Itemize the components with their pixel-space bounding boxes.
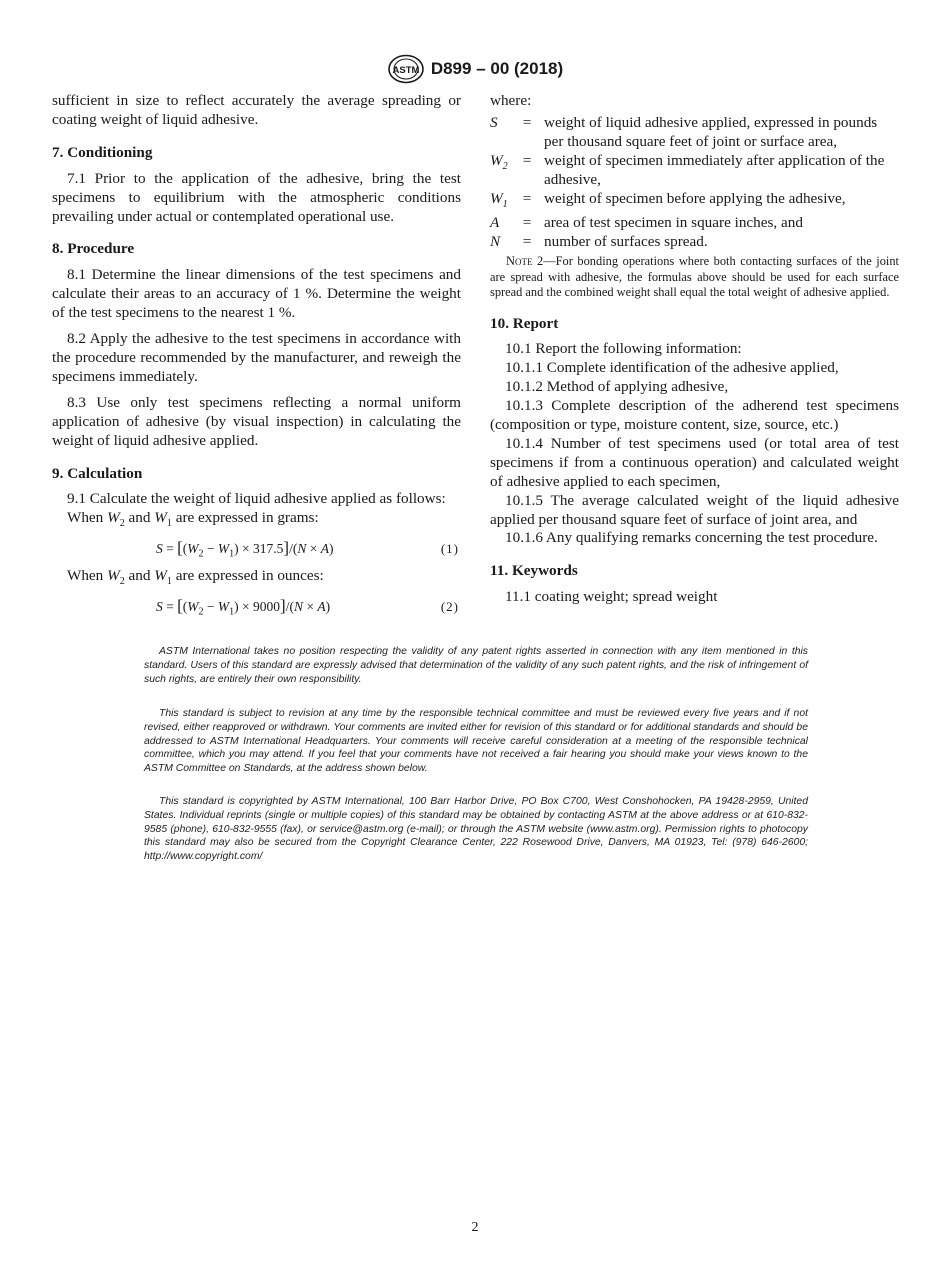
note-2 [490,254,899,300]
section-10-1-3: 10.1.3 Complete description of the adherend test specimens (composition or type, moisture content, size, source, etc.) [490,397,899,434]
equation-2-number: (2) [440,599,459,615]
definition-s: S = weight of liquid adhesive applied, expressed in pounds per thousand square feet of joint or surface area, [490,114,899,152]
logo-text: ASTM [392,65,420,76]
section-8-2: 8.2 Apply the adhesive to the test specimens in accordance with the procedure recommended by the manufacturer, and reweigh the specimens immediately. [52,330,461,385]
right-column [490,92,899,607]
when-ounces-suffix: are expressed in ounces: [175,567,324,585]
when-grams-suffix: are expressed in grams: [175,509,319,527]
definition-w1: $W_1$ = weight of specimen before applying the adhesive, [490,190,899,215]
left-column [52,92,461,625]
section-10-1: 10.1 Report the following information: [505,340,742,358]
section-11-heading: 11. Keywords [490,562,578,580]
definition-symbol: A [490,214,500,232]
section-10-heading: 10. Report [490,314,559,332]
where-label: where: [490,92,532,109]
standard-designation: D899 – 00 (2018) [430,59,564,78]
section-10-1-5: 10.1.5 The average calculated weight of the liquid adhesive applied per thousand square feet of surface of joint area, and [490,491,899,528]
patent-statement: ASTM International takes no position respecting the validity of any patent rights asserted in connection with any item mentioned in this standard. Users of this standard are expressly advised that determination of the validity of any such patent rights, and the risk of infringement of such rights, are entirely their own responsibility. [144,646,808,685]
equation-2-expression: $S = [(W_2 - W_1) \times 9000]/(N \times A)$ [156,596,331,618]
definition-symbol: N [490,233,501,251]
definition-text: weight of specimen before applying the adhesive, [544,189,846,207]
equation-1-number: (1) [440,541,459,557]
section-8-1: 8.1 Determine the linear dimensions of the test specimens and calculate their areas to an accuracy of 1 %. Determine the weight of the test specimens to the nearest 1 %. [52,266,461,322]
definition-symbol: $W_2$ [490,151,508,172]
definition-w2: $W_2$ = weight of specimen immediately after application of the adhesive, [490,152,899,190]
equation-1-expression: $S = [(W_2 - W_1) \times 317.5]/(N \times A)$ [156,538,334,560]
variable-definitions [490,114,899,252]
revision-statement: This standard is subject to revision at any time by the responsible technical committee and must be reviewed every five years and if not revised, either reapproved or withdrawn. Your comments are invited either for revision of this standard or for additional standards and should be addressed to ASTM International Headquarters. Your comments will receive careful consideration at a meeting of the responsible technical committee, which you may attend. If you feel that your comments have not received a fair hearing you should make your views known to the ASTM Committee on Standards, at the address shown below. [144,708,808,775]
section-10-1-2: 10.1.2 Method of applying adhesive, [505,378,729,396]
definition-text: weight of specimen immediately after application of the adhesive, [544,151,885,188]
definition-text: area of test specimen in square inches, and [544,214,803,232]
continued-paragraph: sufficient in size to reflect accurately the average spreading or coating weight of liquid adhesive. [52,92,461,128]
note-label: Note 2 [506,254,544,269]
when-grams-line: When $W_2$ and $W_1$ are expressed in grams: [67,509,319,530]
copyright-statement: This standard is copyrighted by ASTM International, 100 Barr Harbor Drive, PO Box C700, West Conshohocken, PA 19428-2959, United States. Individual reprints (single or multiple copies) of this standard may be obtained by contacting ASTM at the above address or at 610-832-9585 (phone), 610-832-9555 (fax), or service@astm.org (e-mail); or through the ASTM website (www.astm.org). Permission rights to photocopy this standard may also be secured from the Copyright Clearance Center, 222 Rosewood Drive, Danvers, MA 01923, Tel: (978) 646-2600; http://www.copyright.com/ [144,796,808,863]
page-number: 2 [471,1220,479,1235]
section-11-1: 11.1 coating weight; spread weight [505,588,718,606]
page-header [0,54,950,89]
definition-a: A = area of test specimen in square inches, and [490,214,899,233]
definition-symbol: $W_1$ [490,189,508,210]
section-10-1-6: 10.1.6 Any qualifying remarks concerning the test procedure. [505,529,878,547]
section-9-1: 9.1 Calculate the weight of liquid adhesive applied as follows: [67,490,446,508]
section-9-heading: 9. Calculation [52,464,143,482]
definition-text: number of surfaces spread. [544,233,708,251]
section-10-1-4: 10.1.4 Number of test specimens used (or total area of test specimens if from a continuous operation) and calculated weight of adhesive applied to each specimen, [490,434,899,490]
equation-1 [52,537,461,559]
definition-symbol: S [490,113,498,131]
equation-2-constant: 9000 [253,599,281,615]
section-10-1-1: 10.1.1 Complete identification of the adhesive applied, [505,359,839,377]
section-8-3: 8.3 Use only test specimens reflecting a normal uniform application of adhesive (by visual inspection) in calculating the weight of liquid adhesive applied. [52,393,461,449]
note-text: —For bonding operations where both contacting surfaces of the joint are spread with adhesive, the formulas above should be used for each surface spread and the combined weight shall equal the total weight of adhesive applied. [490,254,899,300]
equation-1-constant: 317.5 [253,541,284,557]
astm-logo-icon [387,54,425,84]
equation-2 [52,595,461,617]
when-ounces-line: When $W_2$ and $W_1$ are expressed in ounces: [67,567,324,588]
section-7-heading: 7. Conditioning [52,143,153,161]
section-8-heading: 8. Procedure [52,240,135,258]
definition-n: N = number of surfaces spread. [490,233,899,252]
section-7-1: 7.1 Prior to the application of the adhesive, bring the test specimens to equilibrium with the atmospheric conditions prevailing under actual or contemplated operational use. [52,169,461,225]
definition-text: weight of liquid adhesive applied, expressed in pounds per thousand square feet of joint or surface area, [544,113,878,150]
